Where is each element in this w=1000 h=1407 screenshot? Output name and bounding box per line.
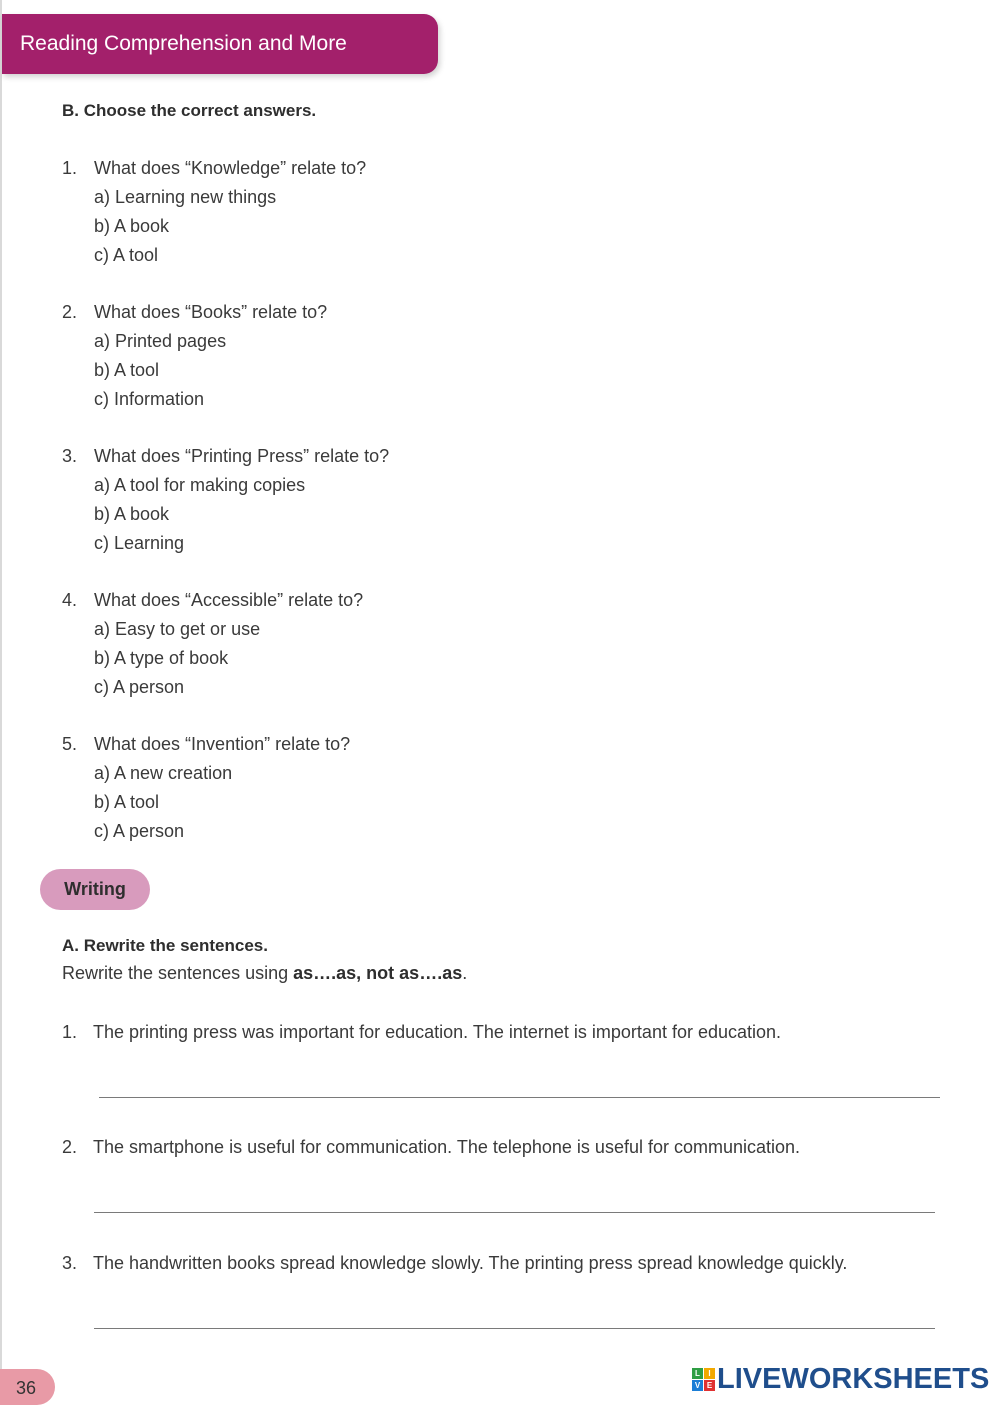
question-number: 4. bbox=[62, 590, 78, 610]
writing-a-heading: A. Rewrite the sentences. bbox=[62, 936, 268, 955]
page-number: 36 bbox=[0, 1369, 55, 1405]
answer-option[interactable]: b) A book bbox=[94, 504, 170, 524]
answer-option[interactable]: a) Learning new things bbox=[94, 187, 277, 207]
question-2 bbox=[62, 298, 327, 327]
question-text: What does “Accessible” relate to? bbox=[94, 590, 364, 610]
instruction-structure: as….as, not as….as bbox=[293, 963, 463, 983]
answer-option[interactable]: b) A tool bbox=[94, 792, 160, 812]
answer-option[interactable]: b) A tool bbox=[94, 360, 160, 380]
page-left-edge bbox=[0, 0, 2, 1405]
answer-option[interactable]: c) A person bbox=[94, 677, 185, 697]
answer-option[interactable]: a) Easy to get or use bbox=[94, 619, 261, 639]
sentence-3 bbox=[62, 1253, 847, 1274]
sentence-2 bbox=[62, 1137, 800, 1158]
question-text: What does “Books” relate to? bbox=[94, 302, 328, 322]
sentence-number: 3. bbox=[62, 1253, 78, 1273]
question-text: What does “Printing Press” relate to? bbox=[94, 446, 390, 466]
logo-tile: E bbox=[704, 1380, 715, 1391]
answer-option[interactable]: a) Printed pages bbox=[94, 331, 227, 351]
question-text: What does “Invention” relate to? bbox=[94, 734, 351, 754]
writing-instruction bbox=[62, 963, 467, 984]
sentence-number: 1. bbox=[62, 1022, 78, 1042]
sentence-text: The printing press was important for education. The internet is important for education. bbox=[93, 1022, 782, 1042]
logo-tile: V bbox=[692, 1380, 703, 1391]
logo-tile: I bbox=[704, 1368, 715, 1379]
question-1 bbox=[62, 154, 366, 183]
question-5 bbox=[62, 730, 350, 759]
answer-option[interactable]: a) A tool for making copies bbox=[94, 475, 306, 495]
answer-option[interactable]: c) A person bbox=[94, 821, 185, 841]
question-text: What does “Knowledge” relate to? bbox=[94, 158, 367, 178]
instruction-prefix: Rewrite the sentences using bbox=[62, 963, 294, 983]
logo-text: LIVEWORKSHEETS bbox=[717, 1362, 990, 1395]
answer-line-3[interactable] bbox=[94, 1328, 935, 1329]
answer-line-1[interactable] bbox=[99, 1097, 940, 1098]
section-b-heading: B. Choose the correct answers. bbox=[62, 101, 317, 120]
answer-option[interactable]: c) Information bbox=[94, 389, 205, 409]
answer-option[interactable]: c) A tool bbox=[94, 245, 159, 265]
question-number: 3. bbox=[62, 446, 78, 466]
answer-option[interactable]: b) A book bbox=[94, 216, 170, 236]
question-4 bbox=[62, 586, 363, 615]
sentence-text: The handwritten books spread knowledge slowly. The printing press spread knowledge quickly. bbox=[93, 1253, 848, 1273]
answer-option[interactable]: a) A new creation bbox=[94, 763, 233, 783]
sentence-number: 2. bbox=[62, 1137, 78, 1157]
answer-line-2[interactable] bbox=[94, 1212, 935, 1213]
answer-option[interactable]: b) A type of book bbox=[94, 648, 229, 668]
question-number: 1. bbox=[62, 158, 78, 178]
instruction-suffix: . bbox=[462, 963, 468, 983]
answer-option[interactable]: c) Learning bbox=[94, 533, 185, 553]
sentence-text: The smartphone is useful for communication. The telephone is useful for communication. bbox=[93, 1137, 801, 1157]
logo-mark-icon bbox=[692, 1368, 715, 1391]
logo-tile: L bbox=[692, 1368, 703, 1379]
sentence-1 bbox=[62, 1022, 781, 1043]
question-3 bbox=[62, 442, 389, 471]
question-number: 2. bbox=[62, 302, 78, 322]
question-number: 5. bbox=[62, 734, 78, 754]
chapter-banner: Reading Comprehension and More bbox=[2, 14, 438, 74]
liveworksheets-logo bbox=[692, 1363, 989, 1395]
writing-section-label: Writing bbox=[40, 869, 150, 910]
